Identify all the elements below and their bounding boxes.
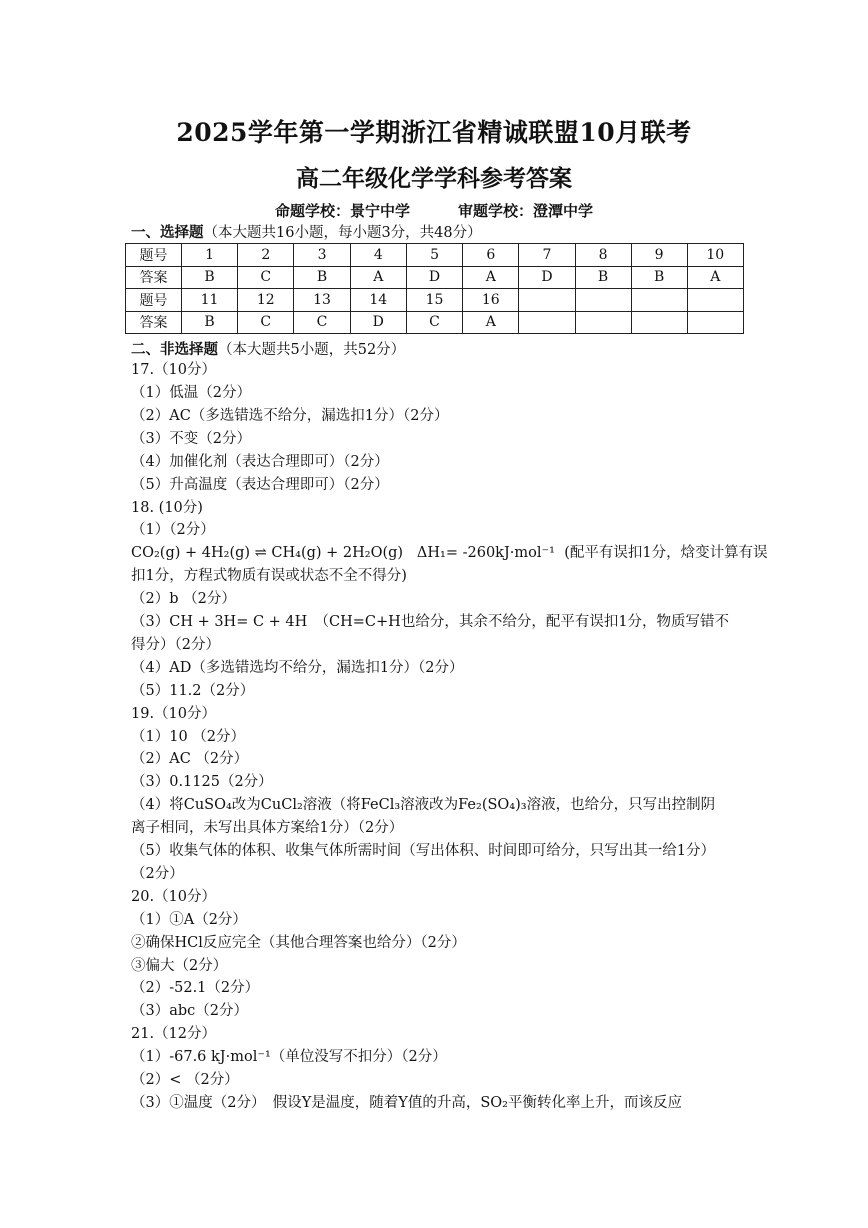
page-title: 2025学年第一学期浙江省精诚联盟10月联考	[176, 118, 692, 147]
answer-line: （5）收集气体的体积、收集气体所需时间（写出体积、时间即可给分，只写出其一给1分）	[131, 843, 715, 859]
answer-line: 扣1分，方程式物质有误或状态不全不得分)	[131, 568, 407, 584]
table-cell: 10	[687, 244, 743, 267]
table-cell	[519, 311, 575, 334]
table-cell: B	[575, 266, 631, 289]
table-cell: D	[406, 266, 462, 289]
answer-line: （3）abc（2分）	[131, 1003, 248, 1019]
table-cell	[631, 311, 687, 334]
table-cell: 15	[406, 289, 462, 312]
answer-line: （5）升高温度（表达合理即可）（2分）	[131, 477, 389, 493]
table-cell: 8	[575, 244, 631, 267]
table-cell: D	[350, 311, 406, 334]
table-cell	[687, 311, 743, 334]
table-cell: B	[181, 266, 237, 289]
table-cell: 9	[631, 244, 687, 267]
answer-line: 19.（10分）	[131, 706, 217, 722]
answer-line: （3）①温度（2分） 假设Y是温度，随着Y值的升高，SO₂平衡转化率上升，而该反应	[131, 1095, 682, 1111]
answer-line: 离子相同，未写出具体方案给1分）（2分）	[131, 820, 404, 836]
answer-line: （5）11.2（2分）	[131, 683, 255, 699]
table-cell: C	[238, 266, 294, 289]
answer-line: （1）-67.6 kJ·mol⁻¹（单位没写不扣分）（2分）	[131, 1049, 447, 1065]
enthalpy: ΔH₁= -260kJ·mol⁻¹	[416, 545, 555, 561]
row-label: 题号	[126, 244, 182, 267]
table-cell: A	[687, 266, 743, 289]
answer-line: （3）不变（2分）	[131, 431, 251, 447]
table-cell: 6	[463, 244, 519, 267]
section1-heading: 一、选择题（本大题共16小题，每小题3分，共48分）	[131, 224, 482, 241]
table-cell: 16	[463, 289, 519, 312]
answer-line: 20.（10分）	[131, 889, 217, 905]
table-cell: 2	[238, 244, 294, 267]
answer-line: （3）CH + 3H= C + 4H （CH=C+H也给分，其余不给分，配平有误扣1分，物质写错不	[131, 614, 730, 630]
answer-line: 得分）（2分）	[131, 637, 220, 653]
table-row	[126, 289, 744, 312]
answer-line: （2）b （2分）	[131, 591, 236, 607]
table-row	[126, 266, 744, 289]
school-info	[0, 200, 868, 221]
table-cell: B	[631, 266, 687, 289]
table-cell: 3	[294, 244, 350, 267]
answer-line: （4）将CuSO₄改为CuCl₂溶液（将FeCl₃溶液改为Fe₂(SO₄)₃溶液，也给分，只写出控制阴	[131, 797, 716, 813]
answer-line: （1）低温（2分）	[131, 385, 251, 401]
table-cell: C	[406, 311, 462, 334]
table-cell: 5	[406, 244, 462, 267]
table-cell: 12	[238, 289, 294, 312]
answer-line: 17.（10分）	[131, 362, 217, 378]
answer-line: 18. (10分)	[131, 500, 203, 516]
propose-school: 命题学校：景宁中学	[274, 202, 410, 220]
review-school: 审题学校：澄潭中学	[458, 202, 594, 220]
answer-line: 21.（12分）	[131, 1026, 217, 1042]
equation: CO₂(g) + 4H₂(g) ⇌ CH₄(g) + 2H₂O(g)	[131, 545, 404, 561]
table-cell: 4	[350, 244, 406, 267]
answer-line: （2）-52.1（2分）	[131, 980, 260, 996]
page-subtitle: 高二年级化学学科参考答案	[296, 165, 572, 192]
table-cell	[519, 289, 575, 312]
table-row	[126, 244, 744, 267]
answer-line: （2）AC （2分）	[131, 751, 249, 767]
answer-line: （3）0.1125（2分）	[131, 774, 273, 790]
table-cell: 1	[181, 244, 237, 267]
row-label: 题号	[126, 289, 182, 312]
table-cell	[631, 289, 687, 312]
table-cell: 11	[181, 289, 237, 312]
table-cell: D	[519, 266, 575, 289]
table-cell: B	[181, 311, 237, 334]
answer-line: （2）< （2分）	[131, 1072, 239, 1088]
row-label: 答案	[126, 266, 182, 289]
answer-line: ②确保HCl反应完全（其他合理答案也给分）（2分）	[131, 935, 466, 951]
table-cell: A	[463, 311, 519, 334]
table-cell: 7	[519, 244, 575, 267]
table-cell: 14	[350, 289, 406, 312]
equation-note: (配平有误扣1分，焓变计算有误	[564, 545, 768, 561]
answer-line: （2）AC（多选错选不给分，漏选扣1分）（2分）	[131, 408, 449, 424]
answer-line: （1）①A（2分）	[131, 912, 247, 928]
table-cell: 13	[294, 289, 350, 312]
answer-line: （2分）	[131, 866, 184, 882]
table-cell: B	[294, 266, 350, 289]
answer-line: （4）加催化剂（表达合理即可）（2分）	[131, 454, 389, 470]
row-label: 答案	[126, 311, 182, 334]
equation-line	[131, 543, 768, 563]
table-cell: C	[294, 311, 350, 334]
table-cell: C	[238, 311, 294, 334]
table-cell	[687, 289, 743, 312]
table-cell: A	[463, 266, 519, 289]
answer-line: （1）（2分）	[131, 522, 215, 538]
table-row	[126, 311, 744, 334]
table-cell	[575, 289, 631, 312]
table-cell	[575, 311, 631, 334]
answer-line: （1）10 （2分）	[131, 729, 246, 745]
answer-line: ③偏大（2分）	[131, 958, 228, 974]
table-cell: A	[350, 266, 406, 289]
answer-line: （4）AD（多选错选均不给分，漏选扣1分）（2分）	[131, 660, 464, 676]
section2-heading: 二、非选择题（本大题共5小题，共52分）	[131, 341, 406, 358]
answer-table	[125, 243, 744, 334]
